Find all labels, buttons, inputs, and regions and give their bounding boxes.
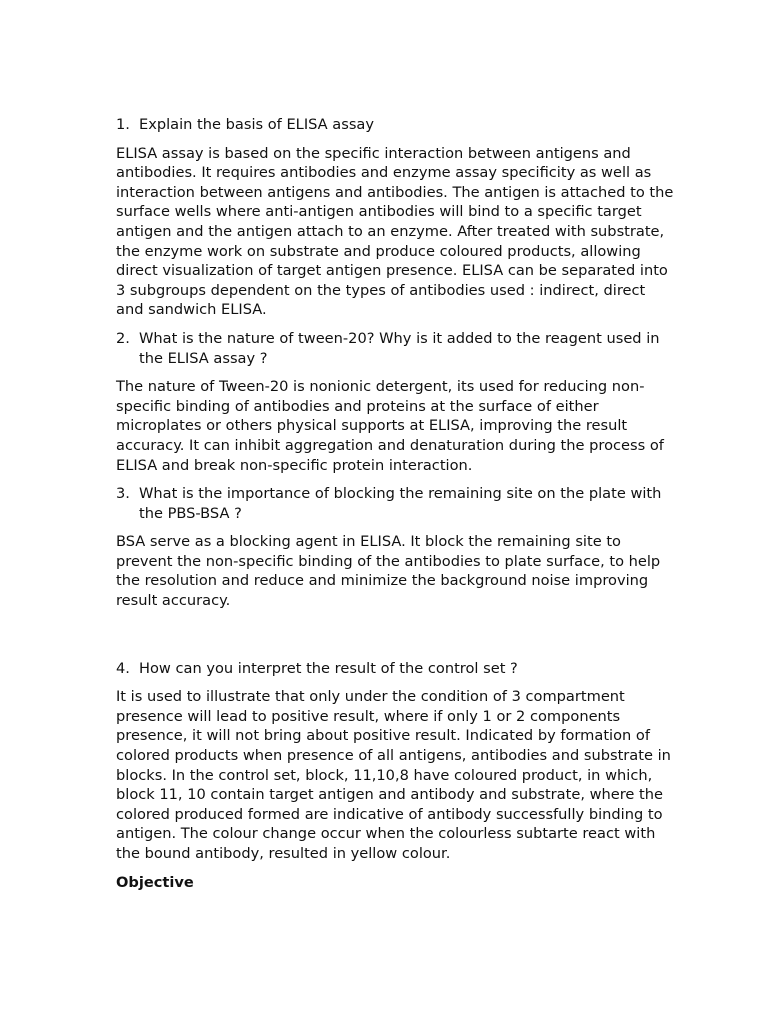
document-page [116, 115, 676, 892]
question-text: Explain the basis of ELISA assay [139, 116, 375, 133]
objective-heading: Objective [116, 873, 194, 891]
blank-line [116, 620, 676, 659]
question-number: 1. [116, 116, 130, 133]
answer-4: It is used to illustrate that only under the condition of 3 compartment presence will lead to positive result, where if only 1 or 2 components presence, it will not bring about positive result. Indicated by formation of colored products when presence of all antigens, antibodies and substrate in blocks. In the control set, block, 11,10,8 have coloured product, in which, block 11, 10 contain target antigen and antibody and substrate, where the colored produced formed are indicative of antibody successfully binding to antigen. The colour change occur when the colourless subtarte react with the bound antibody, resulted in yellow colour. [116, 688, 671, 862]
question-text: How can you interpret the result of the control set ? [139, 659, 518, 677]
answer-2: The nature of Tween-20 is nonionic detergent, its used for reducing non-specific binding of antibodies and proteins at the surface of either microplates or others physical supports at ELISA, improving the result accuracy. It can inhibit aggregation and denaturation during the process of ELISA and break non-specific protein interaction. [116, 378, 664, 474]
question-text: What is the importance of blocking the remaining site on the plate with the PBS-BSA ? [139, 485, 662, 522]
question-number: 3. [116, 485, 130, 503]
answer-1: ELISA assay is based on the specific interaction between antigens and antibodies. It requires antibodies and enzyme assay specificity as well as interaction between antigens and antibodies. The antigen is attached to the surface wells where anti-antigen antibodies will bind to a specific target antigen and the antigen attach to an enzyme. After treated with substrate, the enzyme work on substrate and produce coloured products, allowing direct visualization of target antigen presence. ELISA can be separated into 3 subgroups dependent on the types of antibodies used : indirect, direct and sandwich ELISA. [116, 144, 674, 319]
answer-3: BSA serve as a blocking agent in ELISA. It block the remaining site to prevent the non-specific binding of the antibodies to plate surface, to help the resolution and reduce and minimize the background noise improving result accuracy. [116, 533, 661, 610]
question-1 [116, 115, 676, 135]
question-2 [116, 329, 676, 368]
question-4 [116, 659, 676, 679]
question-3 [116, 484, 676, 523]
question-number: 2. [116, 329, 130, 347]
question-number: 4. [116, 659, 130, 677]
question-text: What is the nature of tween-20? Why is it added to the reagent used in the ELISA assay ? [139, 329, 660, 367]
